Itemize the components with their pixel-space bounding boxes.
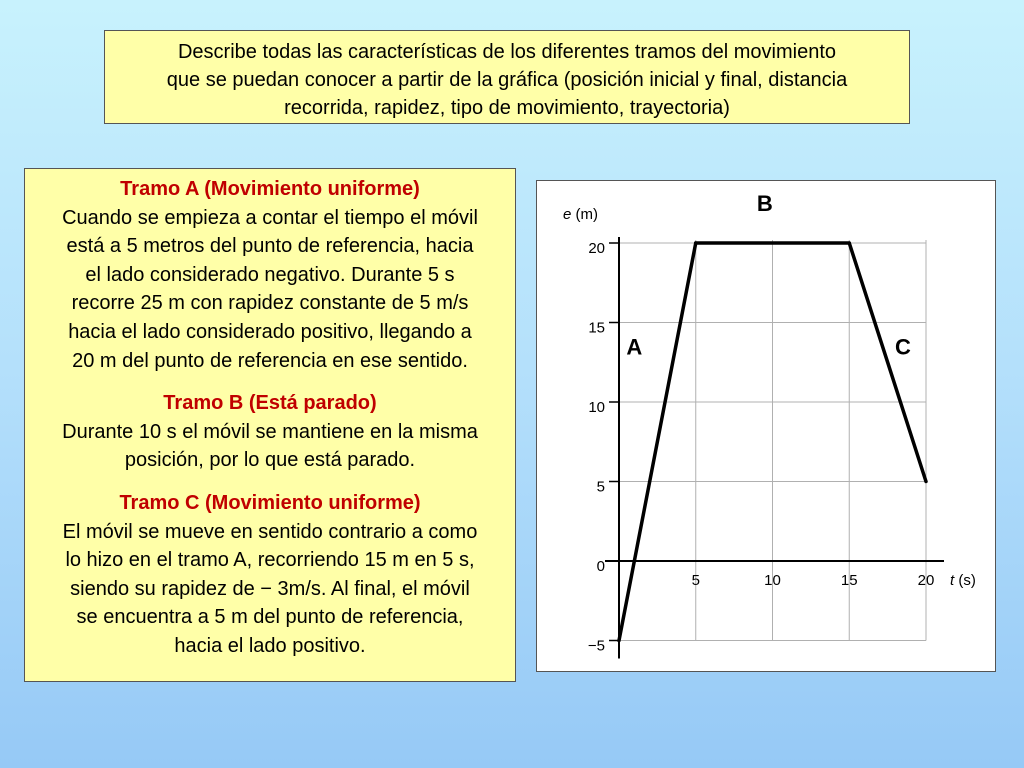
chart-panel <box>536 180 996 672</box>
data-line-segment <box>619 243 696 641</box>
data-point <box>694 242 697 245</box>
question-line: Describe todas las características de los diferentes tramos del movimiento <box>177 41 837 63</box>
tramo-c-text-line: siendo su rapidez de − 3m/s. Al final, el móvil <box>70 577 470 600</box>
question-line: que se puedan conocer a partir de la gráfica (posición inicial y final, distancia <box>166 69 848 91</box>
tramo-a-text-line: recorre 25 m con rapidez constante de 5 m/s <box>71 292 469 315</box>
y-tick-label: 20 <box>588 240 605 257</box>
tramo-a-title: Tramo A (Movimiento uniforme) <box>120 178 420 200</box>
segment-label-c: C <box>895 334 911 360</box>
question-box <box>104 30 910 124</box>
spacer <box>25 475 515 489</box>
y-axis-label: e (m) <box>563 206 598 223</box>
x-tick-label: 15 <box>840 572 858 589</box>
x-tick-label: 10 <box>764 572 781 589</box>
segment-label-a: A <box>626 334 643 360</box>
y-tick-label: 10 <box>588 399 605 416</box>
tramo-c-title: Tramo C (Movimiento uniforme) <box>119 491 421 514</box>
tramo-c-text-line: lo hizo en el tramo A, recorriendo 15 m en 5 s, <box>65 549 475 572</box>
tramo-a-text-line: Cuando se empieza a contar el tiempo el móvil <box>62 206 478 229</box>
tramo-b-text-line: posición, por lo que está parado. <box>124 449 416 472</box>
position-time-chart <box>537 181 997 673</box>
x-tick-label: 5 <box>691 572 700 589</box>
x-tick-label: 20 <box>917 572 935 589</box>
tramo-a-text-line: está a 5 metros del punto de referencia, hacia <box>66 235 474 258</box>
data-point <box>925 480 928 483</box>
tramo-c-text-line: hacia el lado positivo. <box>174 634 366 657</box>
question-line: recorrida, rapidez, tipo de movimiento, trayectoria) <box>284 97 730 119</box>
spacer <box>25 375 515 389</box>
data-line-segment <box>849 243 926 482</box>
x-axis-label: t (s) <box>950 572 976 589</box>
explanation-box <box>24 168 516 682</box>
y-tick-label: 5 <box>596 478 605 496</box>
tramo-a-text-line: 20 m del punto de referencia en ese sentido. <box>72 349 468 372</box>
segment-label-b: B <box>756 191 773 217</box>
tramo-a-text-line: hacia el lado considerado positivo, llegando a <box>68 320 472 343</box>
y-tick-label: 0 <box>596 558 605 575</box>
tramo-b-title: Tramo B (Está parado) <box>163 392 377 415</box>
tramo-b-text-line: Durante 10 s el móvil se mantiene en la misma <box>62 420 478 443</box>
data-point <box>848 242 851 245</box>
tramo-c-text-line: El móvil se mueve en sentido contrario a como <box>62 520 478 543</box>
y-tick-label: 15 <box>588 319 605 337</box>
tramo-a-text-line: el lado considerado negativo. Durante 5 s <box>85 263 455 286</box>
tramo-c-text-line: se encuentra a 5 m del punto de referencia, <box>76 606 464 629</box>
data-point <box>618 639 621 642</box>
y-tick-label: −5 <box>587 637 605 655</box>
